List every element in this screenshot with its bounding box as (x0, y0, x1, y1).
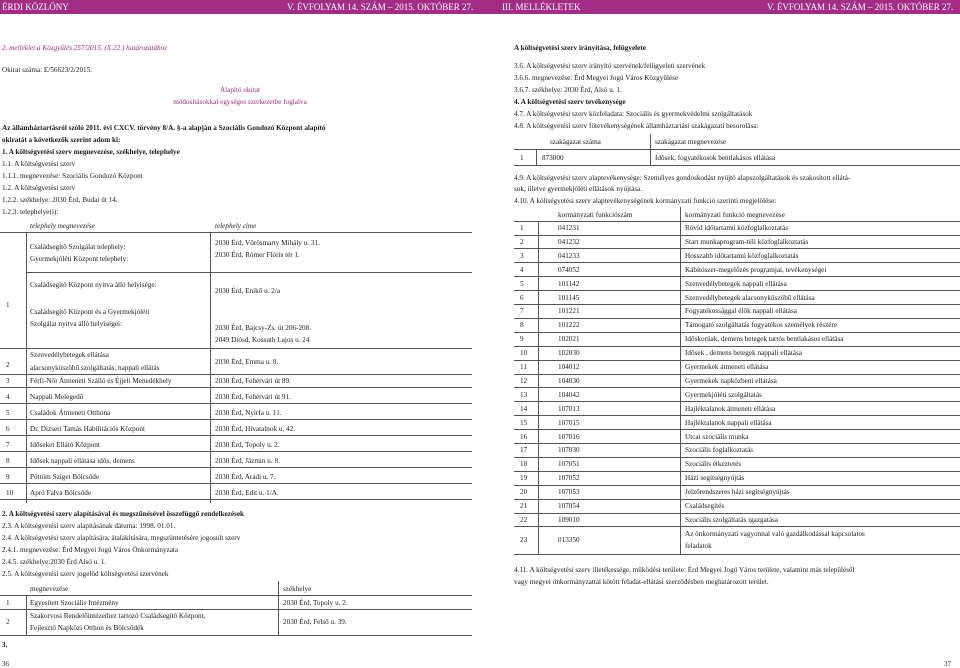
site-row-2-name-2: alacsonyküszöbű szolgáltatás, nappali ellátás (30, 364, 160, 372)
sector-col-header-name: szakágazat megnevezése (655, 138, 727, 146)
site-row-name: Nappali Melegedő (30, 393, 84, 401)
function-row-code: 107054 (558, 502, 580, 510)
site-row-name: Időseket Ellátó Központ (30, 441, 100, 449)
site-row-name: Férfi-Női Átmeneti Szálló és Éjjeli Menedékhely (30, 377, 172, 385)
function-row-name: Szociális étkeztetés (685, 460, 742, 469)
function-row-number: 7 (520, 307, 524, 316)
function-row-name: Szenvedélybetegek nappali ellátása (685, 279, 787, 288)
section-4-10: 4.10. A költségvetési szerv alaptevékenységének kormányzati funkció szerinti megjelölése: (514, 197, 777, 205)
function-row-number: 14 (520, 404, 528, 413)
function-row-number: 9 (520, 335, 524, 344)
sector-row-code: 873000 (542, 154, 564, 162)
site-row-address: 2030 Érd, Jázmin u. 8. (215, 457, 280, 465)
function-row-number: 8 (520, 321, 524, 330)
site-row-number: 6 (6, 425, 10, 433)
function-row-name: Rövid időtartamú közfoglalkoztatás (685, 224, 788, 232)
function-row-name: Támogató szolgáltatás fogyatékos személyek részére (685, 321, 838, 330)
site-row-1-name-5: Szolgálat nyitva álló helyiségei: (30, 320, 123, 328)
function-row-number: 17 (520, 446, 528, 455)
pred-row-2-name-1: Szakorvosi Rendelőintézethez tartozó Családsegítő Központ, (30, 612, 206, 620)
page-number-left: 36 (2, 660, 9, 668)
function-row-number: 20 (520, 488, 528, 497)
function-col-header-name: kormányzati funkció megnevezése (685, 211, 785, 219)
function-row-code: 107051 (558, 460, 580, 469)
site-row-1-address-4: 2030 Érd, Bajcsy-Zs. út 206-208. (215, 324, 312, 332)
document-title: Alapító okirat (219, 86, 261, 94)
function-row-name: Időskorúak, demens betegek tartós bentlakásos ellátása (685, 335, 844, 344)
function-row-name: Szenvedélybetegek alacsonyküszöbű ellátása (685, 293, 815, 302)
site-row-number: 5 (6, 409, 10, 417)
pred-row-1-number: 1 (6, 599, 10, 607)
function-row-code: 041232 (558, 237, 580, 246)
site-row-address: 2030 Érd, Topoly u. 2. (215, 441, 280, 449)
function-row-code: 074052 (558, 265, 580, 274)
section-4-11-line-2: vagy megyei önkormányzattal kötött feladat-ellátási szerződésben meghatározott terület. (514, 578, 769, 586)
section-1-1-1: 1.1.1. megnevezése: Szociális Gondozó Központ (2, 172, 143, 180)
function-row-name: Házi segítségnyújtás (685, 474, 745, 483)
function-row-name: Idősek , demens betegek nappali ellátása (685, 349, 802, 358)
pred-row-1-address: 2030 Érd, Topoly u. 2. (283, 599, 348, 607)
section-2-3: 2.3. A költségvetési szerv alapításának dátuma: 1998. 01.01. (2, 522, 176, 530)
right-content (480, 14, 960, 668)
site-row-name: Családok Átmeneti Otthona (30, 409, 111, 417)
site-row-number: 7 (6, 441, 10, 449)
function-row-name: Start munkaprogram-téli közfoglalkoztatás (685, 237, 809, 246)
function-row-name: Gyermekek napközbeni ellátása (685, 376, 777, 385)
function-row-number: 21 (520, 502, 528, 510)
function-row-number: 12 (520, 376, 528, 385)
site-row-number: 4 (6, 393, 10, 401)
function-row-code: 104042 (558, 390, 580, 399)
function-row-code: 041233 (558, 251, 580, 260)
site-row-name: Pöttöm Sziget Bölcsőde (30, 473, 100, 481)
function-row-name: Családsegítés (685, 502, 725, 510)
intro-line-1: Az államháztartásról szóló 2011. évi CXCV. törvény 8/A. §-a alapján a Szociális Gondozó Központ alapító (2, 124, 326, 132)
function-row-code: 102030 (558, 349, 580, 358)
section-3-6-7: 3.6.7. székhelye: 2030 Érd, Alsó u. 1. (514, 86, 622, 94)
pred-row-2-address: 2030 Érd, Felső u. 39. (283, 618, 347, 626)
pred-col-header-name: megnevezése (30, 585, 69, 593)
document-subtitle: módosításokkal egységes szerkezetbe foglalva (173, 98, 307, 106)
intro-line-2: okiratát a következők szerint adom ki: (2, 136, 121, 144)
function-row-code: 104012 (558, 363, 580, 371)
issue-info-right: V. ÉVFOLYAM 14. SZÁM – 2015. OKTÓBER 27. (767, 2, 954, 12)
section-1-2: 1.2. A költségvetési szerv (2, 184, 76, 192)
section-2-4-5: 2.4.5. székhelye:2030 Érd Alsó u. 1. (2, 558, 107, 566)
function-row-name: Szociális foglalkoztatás (685, 446, 754, 455)
section-4-7: 4.7. A költségvetési szerv közfeladata: Szociális és gyermekvédelmi szolgáltatások (514, 110, 753, 118)
function-row-name: Hajléktalanok nappali ellátása (685, 418, 772, 427)
section-2-4: 2.4. A költségvetési szerv alapítására, átalakítására, megszüntetésére jogosult szerv (2, 534, 241, 542)
site-row-2-name-1: Szenvedélybetegek ellátása (30, 351, 109, 359)
section-4-9-line-1: 4.9. A költségvetési szerv alaptevékenysége: Személyes gondoskodást nyújtó alapszolgáltatások és szakosított ellátá- (514, 174, 851, 182)
function-row-code: 101222 (558, 321, 580, 330)
site-row-1-address-2: 2030 Érd, Rómer Flóris tér 1. (215, 251, 300, 259)
function-row-number: 4 (520, 265, 524, 274)
site-col-header-name: telephely megnevezése (30, 222, 95, 230)
site-row-1-address-5: 2049 Diósd, Kossuth Lajos u. 24 (215, 336, 310, 344)
site-row-number: 9 (6, 473, 10, 481)
section-1-2-2: 1.2.2. székhelye: 2030 Érd, Budai út 14. (2, 196, 118, 204)
function-row-number: 5 (520, 279, 524, 288)
site-row-2-address: 2030 Érd, Emma u. 8. (215, 358, 279, 366)
function-row-number: 1 (520, 224, 524, 232)
section-3-marker: 3. (2, 641, 8, 649)
site-row-1-name-2: Gyermekjóléti Központ telephely: (30, 255, 129, 263)
section-3-6-6: 3.6.6. megnevezése: Érd Megyei Jogú Város Közgyűlése (514, 74, 679, 82)
site-row-1-name-1: Családsegítő Szolgálat telephely: (30, 243, 126, 251)
site-row-address: 2030 Érd, Nyírfa u. 11. (215, 409, 282, 417)
site-row-address: 2030 Érd, Fehérvári út 89. (215, 377, 291, 385)
function-row-name: Szociális szolgáltatás igazgatása (685, 515, 779, 524)
function-row-code: 107030 (558, 446, 580, 455)
function-row-23-number: 23 (520, 536, 528, 544)
function-row-code: 107013 (558, 404, 580, 413)
function-row-23-name-1: Az önkormányzati vagyonnal való gazdálkodással kapcsolatos (685, 530, 865, 538)
function-row-code: 104030 (558, 376, 580, 385)
site-row-number: 8 (6, 457, 10, 465)
site-row-2-number: 2 (6, 361, 10, 369)
site-row-address: 2030 Érd, Edit u. 1/A. (215, 489, 279, 497)
function-row-code: 101145 (558, 293, 580, 302)
function-row-name: Gyermekjóléti szolgáltatás (685, 390, 762, 399)
function-row-23-code: 013350 (558, 536, 580, 544)
site-row-number: 10 (6, 489, 14, 497)
site-col-header-address: telephely címe (215, 222, 257, 230)
site-row-name: Idősek nappali ellátása idős, demens (30, 457, 135, 465)
section-3-title: A költségvetési szerv irányítása, felügyelete (514, 44, 646, 52)
page-number-right: 37 (944, 660, 951, 668)
pred-row-2-name-2: Fejlesztő Napközi Otthon és Bölcsődék (30, 624, 144, 632)
section-1-1: 1.1. A költségvetési szerv (2, 160, 76, 168)
site-row-name: Dr. Dizseri Tamás Habilitációs Központ (30, 425, 145, 433)
site-row-address: 2030 Érd, Hivatalnok u. 42. (215, 425, 296, 433)
function-row-code: 041231 (558, 224, 580, 232)
section-1-2-3: 1.2.3. telephelye(i): (2, 208, 59, 216)
function-row-code: 107015 (558, 418, 580, 427)
section-4-9-line-2: sok, illetve gyermekjóléti ellátások nyújtása. (514, 185, 643, 193)
section-2-5: 2.5. A költségvetési szerv jogelőd költségvetési szervének (2, 570, 169, 578)
site-row-1-name-3: Családsegítő Központ nyitva álló helyisége: (30, 281, 157, 289)
site-row-1-number: 1 (6, 301, 10, 309)
section-2-heading: 2. A költségvetési szerv alapításával és megszűnésével összefüggő rendelkezések (2, 510, 245, 518)
section-1-heading: 1. A költségvetési szerv megnevezése, székhelye, telephelye (2, 148, 180, 156)
function-row-code: 107016 (558, 432, 580, 441)
function-row-name: Kábítószer-megelőzés programjai, tevékenységei (685, 265, 827, 274)
left-content (0, 14, 480, 668)
function-row-name: Jelzőrendszeres házi segítségnyújtás (685, 488, 790, 497)
annex-section: III. MELLÉKLETEK (502, 2, 581, 12)
function-row-23-name-2: feladatok (685, 542, 712, 550)
section-4-11-line-1: 4.11. A költségvetési szerv illetékessége, működési területe: Érd Megyei Jogú Város területe, valamint más településől (514, 566, 855, 574)
function-col-header-code: kormányzati funkciószám (558, 211, 633, 219)
gazette-title: ÉRDI KÖZLÖNY (2, 2, 69, 12)
site-row-1-name-4: Családsegítő Központ és a Gyermekjóléti (30, 308, 150, 316)
function-row-code: 107053 (558, 488, 580, 497)
issue-info: V. ÉVFOLYAM 14. SZÁM – 2015. OKTÓBER 27. (287, 2, 474, 12)
section-3-6: 3.6. A költségvetési szerv irányító szervének/felügyeleti szervének (514, 62, 706, 70)
page-header-left (0, 0, 480, 14)
site-row-1-address-1: 2030 Érd, Vörösmarty Mihály u. 31. (215, 239, 320, 247)
section-4-heading: 4. A költségvetési szerv tevékenysége (514, 98, 626, 106)
function-row-code: 107052 (558, 474, 580, 483)
function-row-number: 19 (520, 474, 528, 483)
site-row-address: 2030 Érd, Aradi u. 7. (215, 473, 276, 481)
function-row-name: Hosszabb időtartamú közfoglalkoztatás (685, 251, 799, 260)
function-row-code: 101142 (558, 279, 580, 288)
pred-row-1-name: Egyesített Szociális Intézmény (30, 599, 119, 607)
document-number: Okirat száma: E/56623/2/2015. (2, 66, 93, 74)
pred-col-header-address: székhelye (283, 585, 312, 593)
sector-row-name: Idősek, fogyatékosok bentlakásos ellátása (655, 154, 776, 162)
function-row-code: 102021 (558, 335, 580, 344)
function-row-number: 22 (520, 515, 528, 524)
annex-reference: 2. melléklet a Közgyűlés 257/2015. (X.22.) határozatához (2, 44, 168, 52)
section-4-8: 4.8. A költségvetési szerv főtevékenységének államháztartási szakágazati besorolása: (514, 122, 759, 130)
function-row-name: Gyermekek átmeneti ellátása (685, 363, 769, 371)
function-row-number: 15 (520, 418, 528, 427)
function-row-number: 2 (520, 237, 524, 246)
function-row-number: 10 (520, 349, 528, 358)
pred-row-2-number: 2 (6, 618, 10, 626)
function-row-name: Utcai szociális munka (685, 432, 749, 441)
site-row-name: Apró Falva Bölcsőde (30, 489, 92, 497)
function-row-name: Hajléktalanok átmeneti ellátása (685, 404, 776, 413)
function-row-name: Fogyatékossággal élők nappali ellátása (685, 307, 797, 316)
site-row-1-address-3: 2030 Érd, Enikő u. 2/a (215, 287, 281, 295)
function-row-number: 16 (520, 432, 528, 441)
section-2-4-1: 2.4.1. megnevezése: Érd Megyei Jogú Város Önkormányzata (2, 546, 179, 554)
function-row-number: 18 (520, 460, 528, 469)
function-row-code: 101221 (558, 307, 580, 316)
function-row-number: 6 (520, 293, 524, 302)
right-page (480, 0, 960, 668)
function-row-code: 109010 (558, 515, 580, 524)
function-row-number: 11 (520, 363, 527, 371)
function-row-number: 3 (520, 251, 524, 260)
site-row-number: 3 (6, 377, 10, 385)
sector-col-header-number: szakágazat száma (550, 138, 601, 146)
sector-row-number: 1 (520, 154, 524, 162)
function-row-number: 13 (520, 390, 528, 399)
site-row-address: 2030 Érd, Fehérvári út 91. (215, 393, 291, 401)
page-header-right (480, 0, 960, 14)
